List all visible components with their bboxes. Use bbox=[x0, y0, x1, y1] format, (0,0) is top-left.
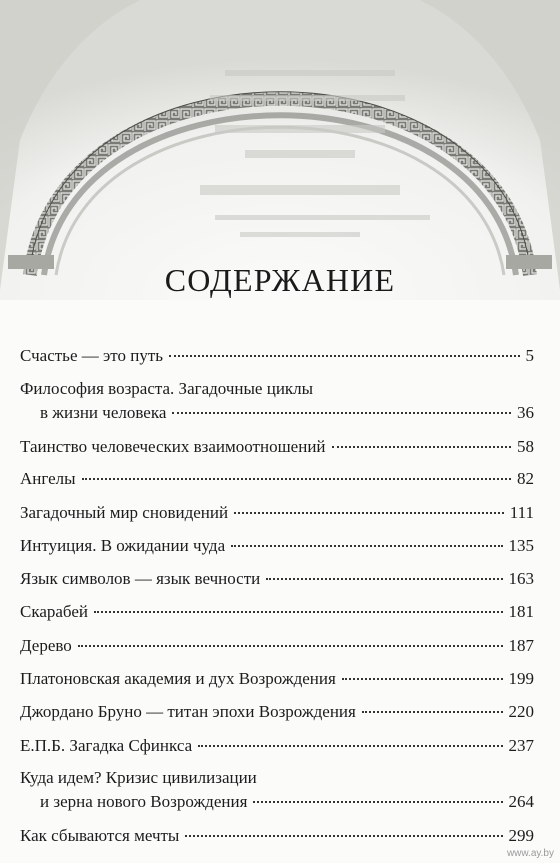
toc-page-number: 135 bbox=[508, 536, 534, 555]
toc-entry[interactable] bbox=[20, 569, 534, 589]
toc-page-number: 36 bbox=[517, 403, 534, 422]
watermark: www.ay.by bbox=[506, 848, 554, 859]
toc-entry-title: Как сбываются мечты bbox=[20, 826, 180, 845]
toc-leader-dots bbox=[78, 645, 503, 647]
toc-leader-dots bbox=[342, 678, 503, 680]
toc-entry-title: Дерево bbox=[20, 636, 72, 655]
toc-leader-dots bbox=[172, 412, 511, 414]
toc-leader-dots bbox=[231, 545, 502, 547]
toc-entry[interactable] bbox=[20, 736, 534, 756]
toc-entry-title-continuation: в жизни человека bbox=[40, 403, 167, 422]
toc-leader-dots bbox=[332, 446, 511, 448]
toc-entry-title: Интуиция. В ожидании чуда bbox=[20, 536, 226, 555]
page-title: СОДЕРЖАНИЕ bbox=[164, 262, 396, 298]
toc-entry[interactable] bbox=[20, 826, 534, 846]
toc-page-number: 82 bbox=[517, 469, 534, 488]
toc-page-number: 199 bbox=[508, 669, 534, 688]
toc-entry[interactable] bbox=[20, 379, 534, 423]
toc-entry[interactable] bbox=[20, 768, 534, 812]
toc-page-number: 58 bbox=[517, 437, 534, 456]
toc-page-number: 264 bbox=[508, 792, 534, 811]
toc-entry-title: Е.П.Б. Загадка Сфинкса bbox=[20, 736, 193, 755]
toc-entry-title: Таинство человеческих взаимоотношений bbox=[20, 437, 326, 456]
toc-entry[interactable] bbox=[20, 536, 534, 556]
toc-entry-title-continuation: и зерна нового Возрождения bbox=[40, 792, 248, 811]
toc-page-number: 181 bbox=[508, 602, 534, 621]
toc-entry-title: Язык символов — язык вечности bbox=[20, 569, 261, 588]
toc-entry[interactable] bbox=[20, 469, 534, 489]
toc-entry-title: Счастье — это путь bbox=[20, 346, 164, 365]
toc-leader-dots bbox=[169, 355, 519, 357]
toc-page-number: 237 bbox=[508, 736, 534, 755]
toc-page-number: 163 bbox=[508, 569, 534, 588]
toc-leader-dots bbox=[234, 512, 504, 514]
toc-entry[interactable] bbox=[20, 702, 534, 722]
toc-entry[interactable] bbox=[20, 503, 534, 523]
toc-entry-title: Скарабей bbox=[20, 602, 88, 621]
toc-entry-title: Философия возраста. Загадочные циклы bbox=[20, 379, 314, 398]
toc-leader-dots bbox=[198, 745, 502, 747]
toc-page-number: 5 bbox=[525, 346, 534, 365]
toc-page-number: 111 bbox=[509, 503, 534, 522]
toc-leader-dots bbox=[185, 835, 502, 837]
toc-entry[interactable] bbox=[20, 636, 534, 656]
toc-leader-dots bbox=[94, 611, 503, 613]
toc-leader-dots bbox=[362, 711, 503, 713]
toc-leader-dots bbox=[82, 478, 511, 480]
toc-entry[interactable] bbox=[20, 669, 534, 689]
toc-entry[interactable] bbox=[20, 346, 534, 366]
toc-page-number: 299 bbox=[508, 826, 534, 845]
arch-illustration bbox=[0, 0, 560, 300]
toc-leader-dots bbox=[266, 578, 502, 580]
toc-entry-title: Ангелы bbox=[20, 469, 76, 488]
toc-leader-dots bbox=[253, 801, 502, 803]
toc-page-number: 220 bbox=[508, 702, 534, 721]
toc-entry-title: Куда идем? Кризис цивилизации bbox=[20, 768, 257, 787]
toc-entry-title: Джордано Бруно — титан эпохи Возрождения bbox=[20, 702, 356, 721]
toc-entry[interactable] bbox=[20, 602, 534, 622]
toc-entry-title: Платоновская академия и дух Возрождения bbox=[20, 669, 336, 688]
toc-page-number: 187 bbox=[508, 636, 534, 655]
toc-entry-title: Загадочный мир сновидений bbox=[20, 503, 229, 522]
toc-entry[interactable] bbox=[20, 437, 534, 457]
